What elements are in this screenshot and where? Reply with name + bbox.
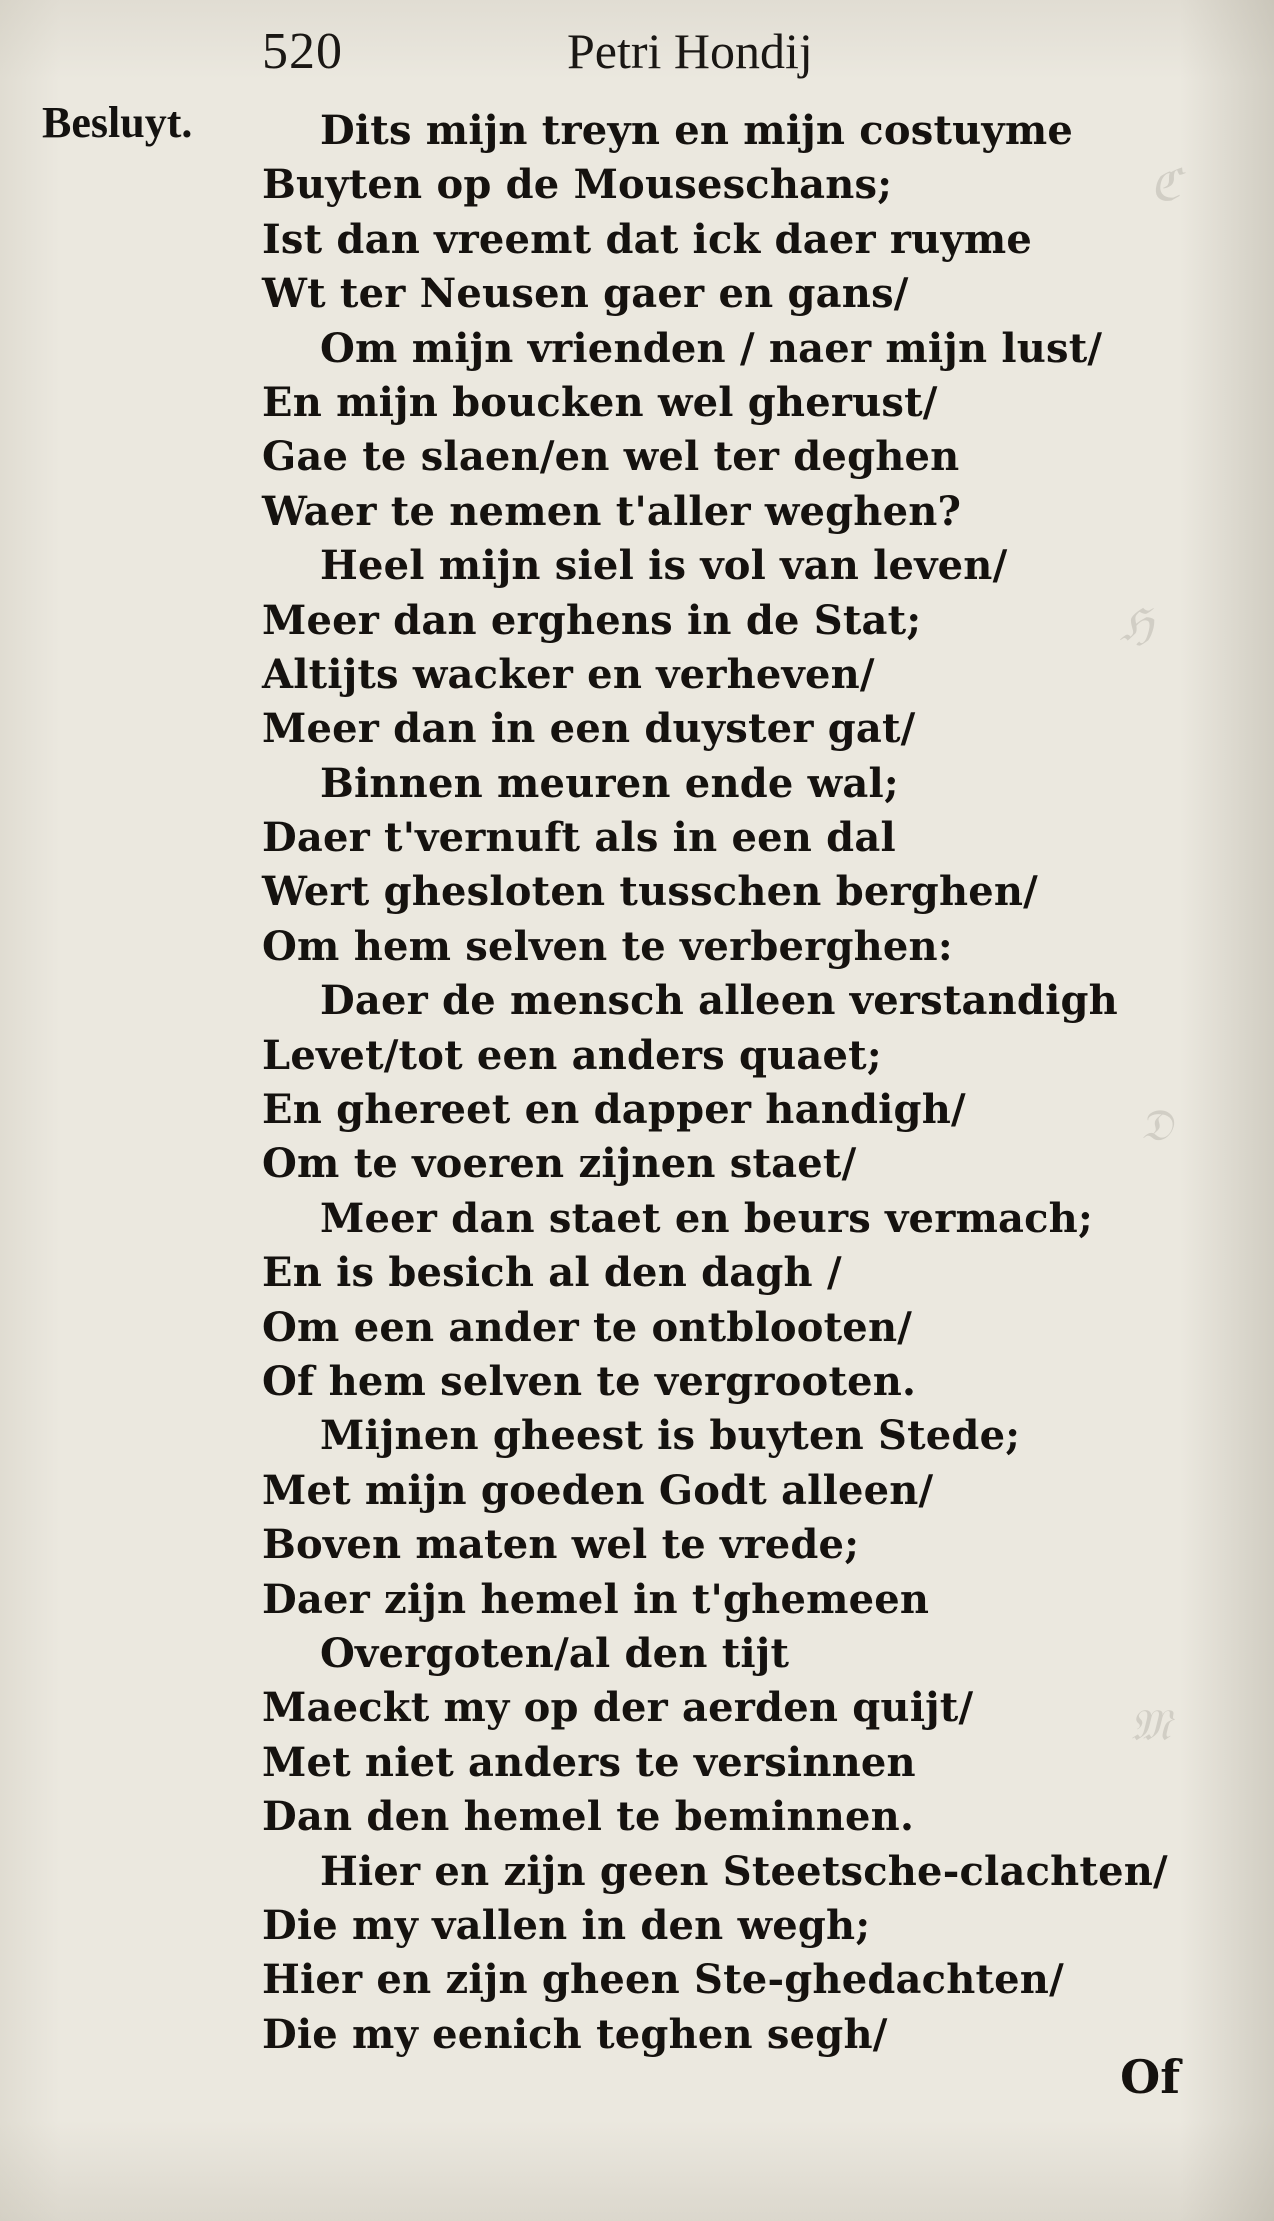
verse-line: Meer dan in een duyster gat/	[262, 705, 916, 753]
show-through-text: 𝔐	[1130, 1700, 1171, 1751]
verse-line: En mijn boucken wel gherust/	[262, 378, 938, 426]
verse-line: Maeckt my op der aerden quijt/	[262, 1684, 974, 1732]
verse-line: Mijnen gheest is buyten Stede;	[320, 1412, 1021, 1460]
verse-line: Met niet anders te versinnen	[262, 1738, 916, 1786]
verse-line: Om een ander te ontblooten/	[262, 1303, 913, 1351]
verse-line: Om te voeren zijnen staet/	[262, 1140, 857, 1188]
verse-line: Altijts wacker en verheven/	[262, 650, 875, 698]
margin-note: Besluyt.	[42, 98, 193, 147]
verse-line: Hier en zijn gheen Ste-ghedachten/	[262, 1956, 1064, 2004]
verse-line: Of hem selven te vergrooten.	[262, 1357, 917, 1405]
verse-line: Meer dan staet en beurs vermach;	[320, 1194, 1093, 1242]
verse-line: Boven maten wel te vrede;	[262, 1521, 860, 1569]
verse-line: Daer t'vernuft als in een dal	[262, 814, 896, 862]
verse-line: Wt ter Neusen gaer en gans/	[262, 270, 909, 318]
show-through-text: 𝔇	[1140, 1100, 1173, 1151]
verse-line: Die my eenich teghen segh/	[262, 2010, 888, 2058]
page-header	[262, 22, 982, 82]
verse-line: Die my vallen in den wegh;	[262, 1901, 871, 1949]
verse-line: Levet/tot een anders quaet;	[262, 1031, 882, 1079]
verse-line: En is besich al den dagh /	[262, 1249, 842, 1297]
verse-line: Om mijn vrienden / naer mijn lust/	[320, 324, 1103, 372]
verse-line: Heel mijn siel is vol van leven/	[320, 542, 1008, 590]
verse-line: Binnen meuren ende wal;	[320, 759, 899, 807]
verse-line: Ist dan vreemt dat ick daer ruyme	[262, 215, 1033, 263]
verse-line: Dan den hemel te beminnen.	[262, 1793, 915, 1841]
verse-line: Meer dan erghens in de Stat;	[262, 596, 922, 644]
catchword: Of	[1120, 2050, 1180, 2104]
verse-line: Overgoten/al den tijt	[320, 1629, 790, 1677]
verse-line: En ghereet en dapper handigh/	[262, 1086, 966, 1134]
verse-line: Daer de mensch alleen verstandigh	[320, 977, 1118, 1025]
verse-line: Waer te nemen t'aller weghen?	[262, 487, 962, 535]
verse-line: Buyten op de Mouseschans;	[262, 161, 893, 209]
verse-line: Wert ghesloten tusschen berghen/	[262, 868, 1038, 916]
verse-line: Daer zijn hemel in t'ghemeen	[262, 1575, 930, 1623]
verse-line: Met mijn goeden Godt alleen/	[262, 1466, 934, 1514]
verse-line: Om hem selven te verberghen:	[262, 922, 953, 970]
page-number: 520	[262, 23, 343, 80]
poem-text	[262, 104, 1222, 2062]
verse-line: Gae te slaen/en wel ter deghen	[262, 433, 960, 481]
show-through-text: ℌ	[1120, 600, 1154, 651]
running-head: Petri Hondij	[567, 23, 813, 79]
show-through-text: ℭ	[1150, 160, 1181, 211]
verse-line: Hier en zijn geen Steetsche-clachten/	[320, 1847, 1168, 1895]
verse-line: Dits mijn treyn en mijn costuyme	[320, 107, 1074, 154]
